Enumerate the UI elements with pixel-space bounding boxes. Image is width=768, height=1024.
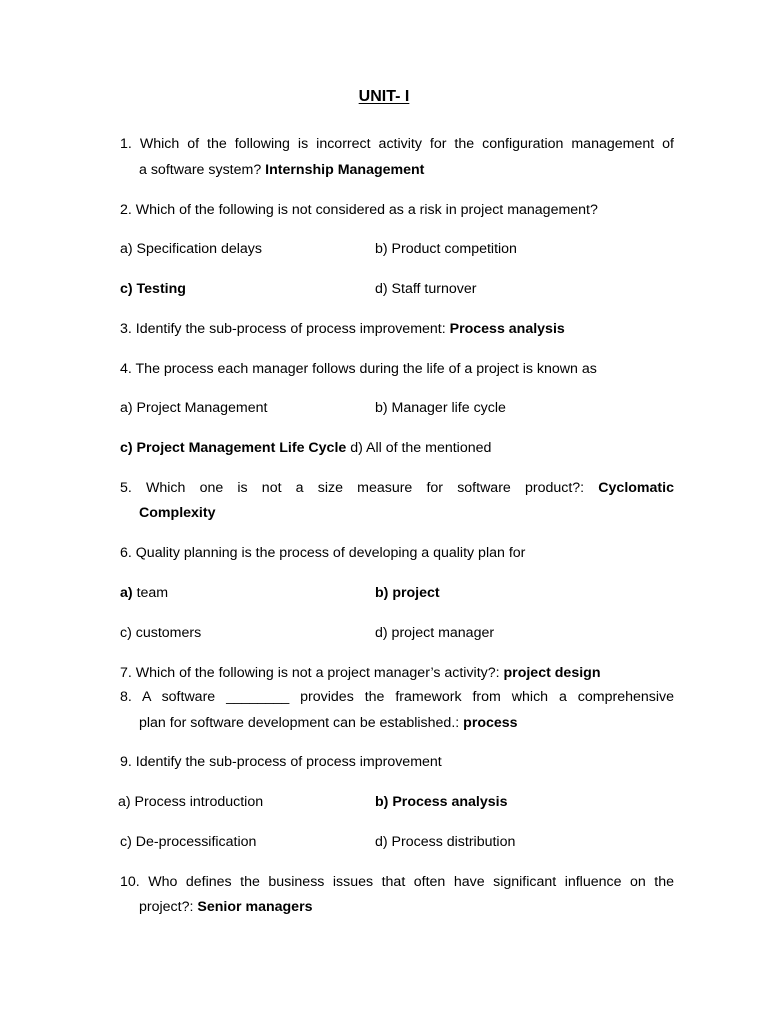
question-5-answer-part-2: Complexity bbox=[139, 505, 216, 521]
question-10-line-2: project?: Senior managers bbox=[139, 899, 313, 915]
question-4-options-c-d bbox=[120, 438, 674, 458]
question-2-option-c: c) Testing bbox=[120, 281, 186, 297]
question-7-answer: project design bbox=[503, 665, 601, 681]
question-5-line-2 bbox=[139, 503, 674, 523]
question-9-option-c: c) De-processification bbox=[120, 834, 257, 850]
question-10-line-1: 10. Who defines the business issues that often have significant influence on the bbox=[120, 874, 674, 890]
question-4-option-c: c) Project Management Life Cycle bbox=[120, 440, 347, 456]
question-4: 4. The process each manager follows during the life of a project is known as bbox=[120, 361, 597, 377]
question-1-answer: Internship Management bbox=[265, 162, 425, 178]
question-6-option-d: d) project manager bbox=[375, 625, 495, 641]
question-5-line-1: 5. Which one is not a size measure for software product?: Cyclomatic bbox=[120, 480, 674, 496]
question-6-option-b: b) project bbox=[375, 585, 440, 601]
page-title: UNIT- I bbox=[358, 88, 410, 105]
question-6-option-a: a) team bbox=[120, 585, 169, 601]
question-8-answer: process bbox=[463, 715, 518, 731]
question-9-option-a: a) Process introduction bbox=[118, 794, 264, 810]
question-9-option-d: d) Process distribution bbox=[375, 834, 516, 850]
question-3-answer: Process analysis bbox=[449, 321, 565, 337]
question-4-option-d: d) All of the mentioned bbox=[346, 440, 492, 456]
question-2: 2. Which of the following is not considered as a risk in project management? bbox=[120, 202, 598, 218]
question-3: 3. Identify the sub-process of process improvement: Process analysis bbox=[120, 321, 565, 337]
question-6: 6. Quality planning is the process of developing a quality plan for bbox=[120, 545, 526, 561]
question-10-answer: Senior managers bbox=[197, 899, 313, 915]
question-1-line-2: a software system? Internship Management bbox=[139, 162, 425, 178]
question-9-option-b: b) Process analysis bbox=[375, 794, 508, 810]
question-8-line-2: plan for software development can be established.: process bbox=[139, 715, 518, 731]
question-5-answer-part-1: Cyclomatic bbox=[598, 480, 674, 496]
question-8-line-1: 8. A software ________ provides the framework from which a comprehensive bbox=[120, 689, 674, 705]
question-2-option-a: a) Specification delays bbox=[120, 241, 262, 257]
question-6-option-c: c) customers bbox=[120, 625, 202, 641]
question-2-option-d: d) Staff turnover bbox=[375, 281, 477, 297]
question-4-option-a: a) Project Management bbox=[120, 400, 268, 416]
question-4-option-b: b) Manager life cycle bbox=[375, 400, 506, 416]
question-1-line-1: 1. Which of the following is incorrect activity for the configuration management of bbox=[120, 136, 674, 152]
question-2-option-b: b) Product competition bbox=[375, 241, 517, 257]
question-9: 9. Identify the sub-process of process improvement bbox=[120, 754, 442, 770]
question-7: 7. Which of the following is not a project manager’s activity?: project design bbox=[120, 665, 601, 681]
